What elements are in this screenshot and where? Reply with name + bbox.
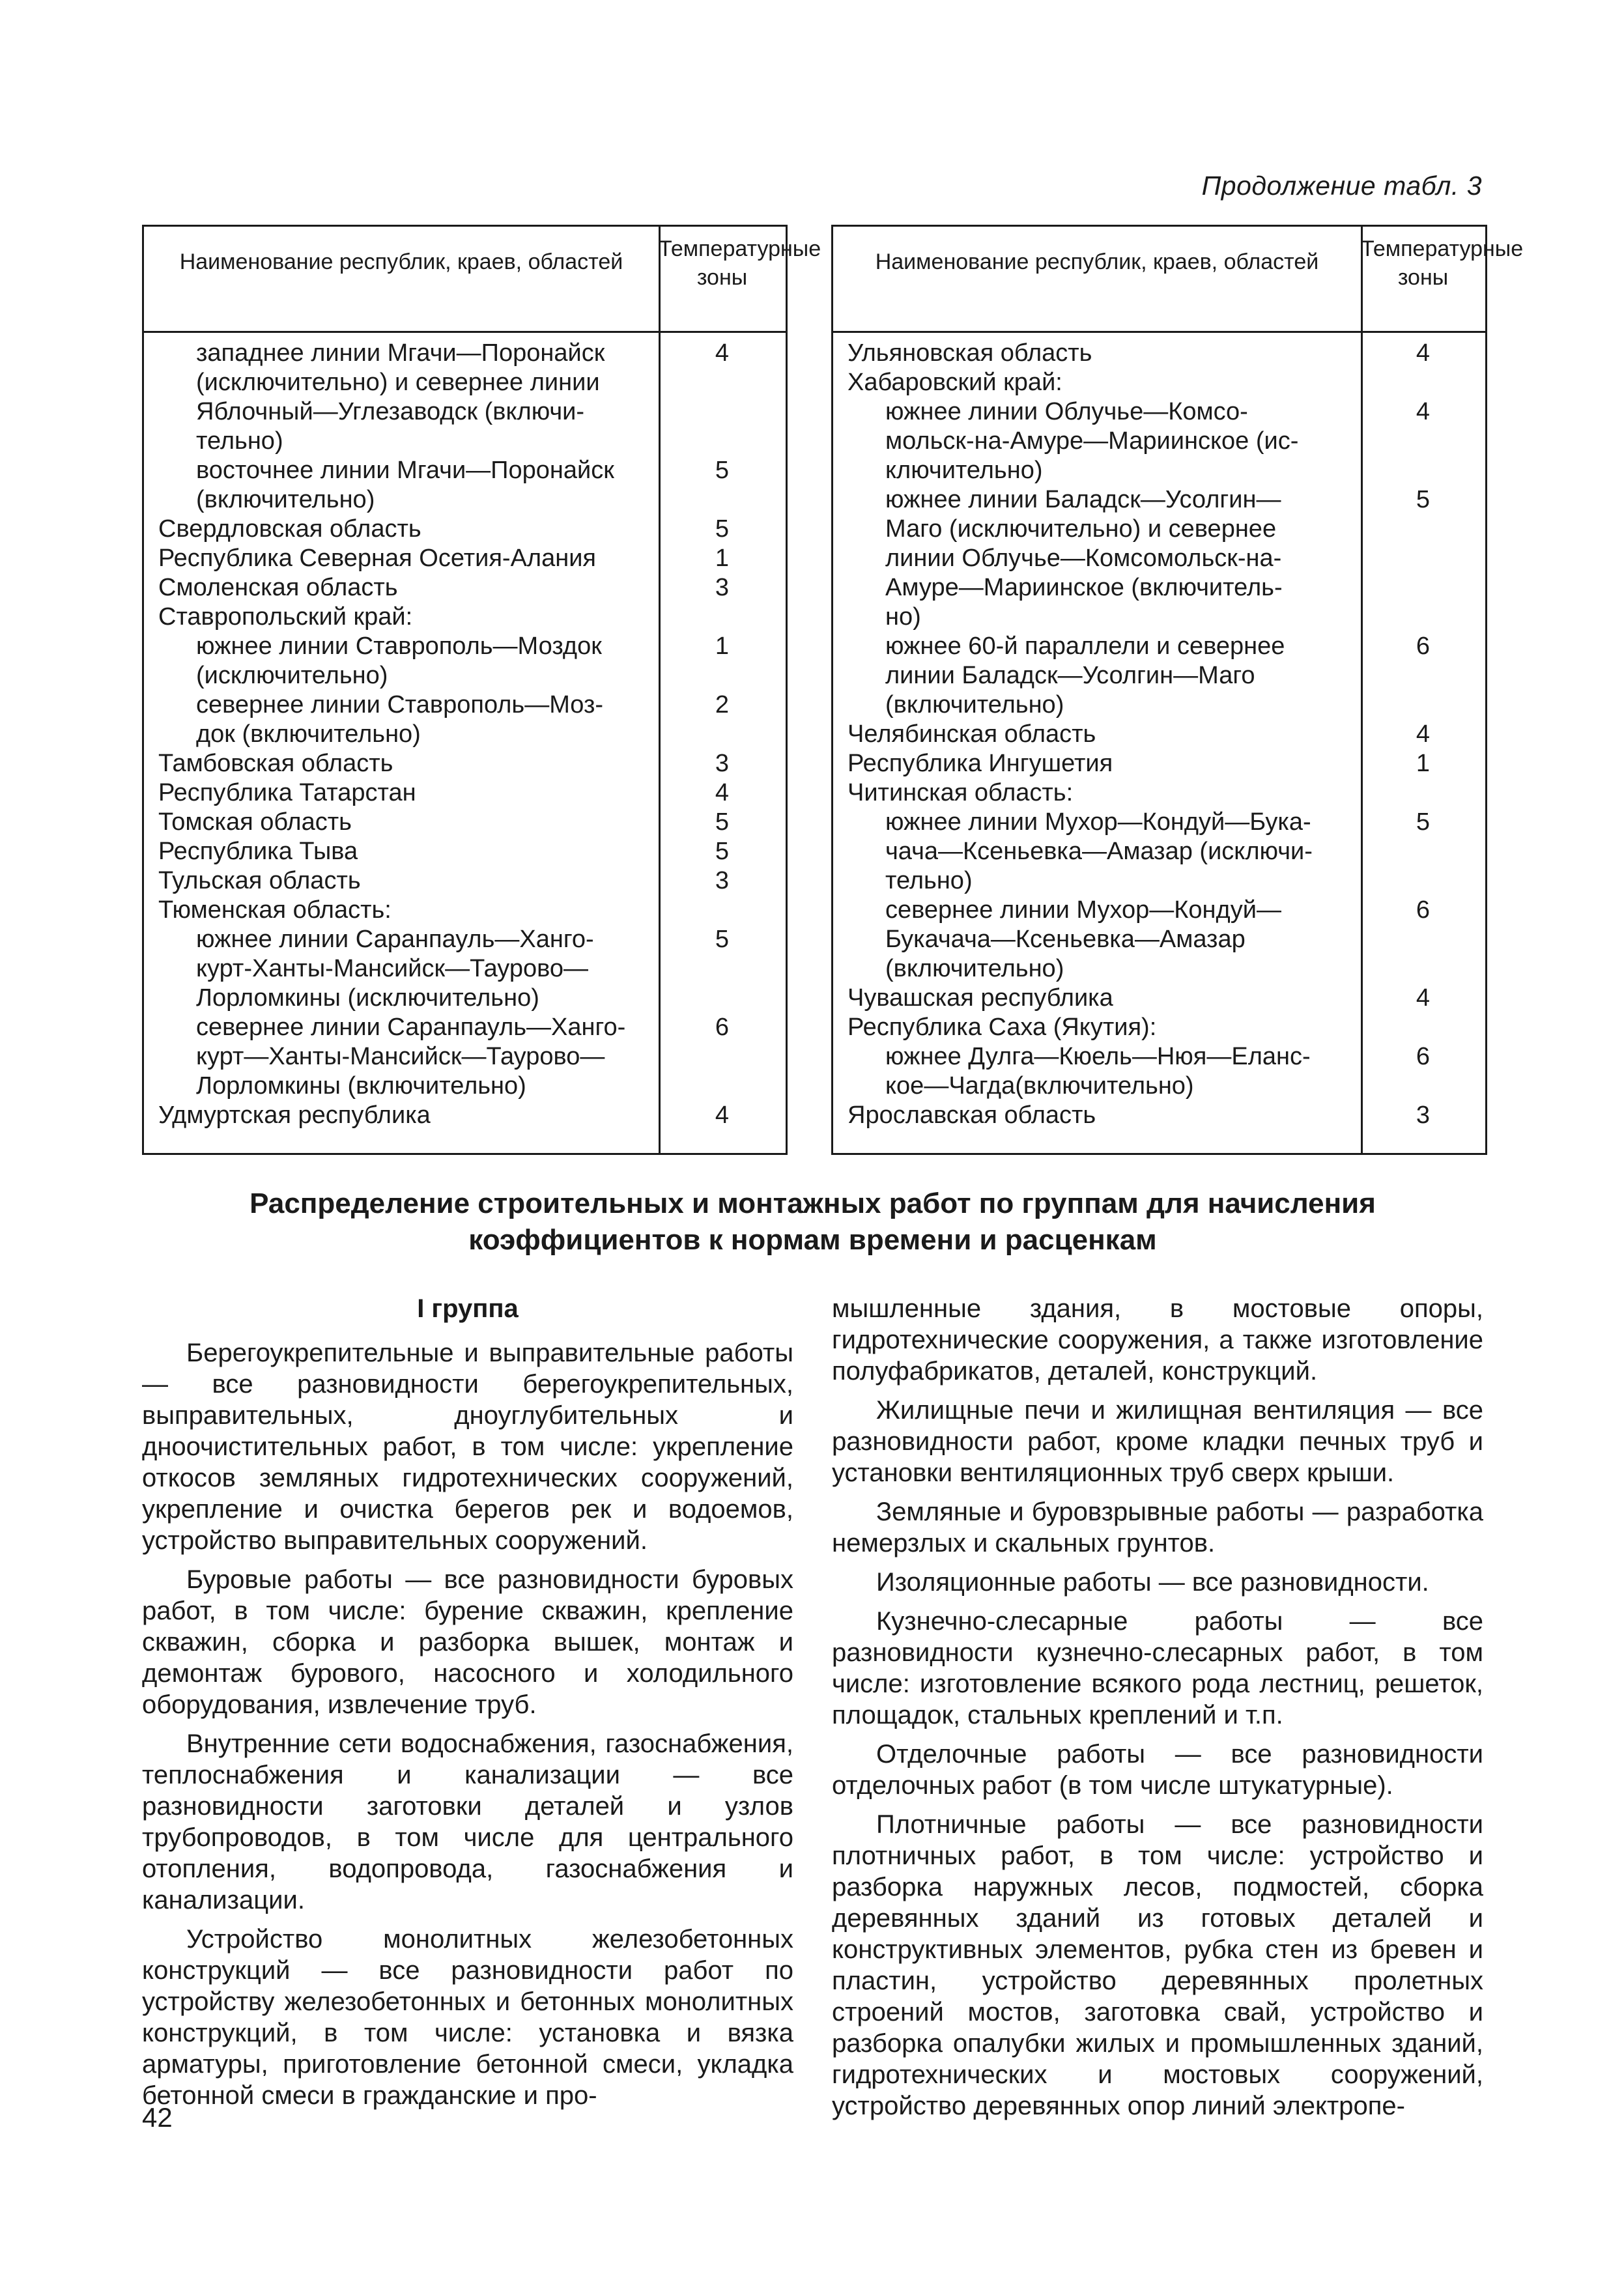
paragraph: Кузнечно-слесарные работы — все разновидности кузнечно-слесарных работ, в том числе: изготовление всякого рода лестниц, решеток, площадок, стальных креплений и т.п. — [832, 1607, 1483, 1729]
region-name-line: линии Облучье—Комсомольск-на- — [885, 545, 1282, 572]
region-name — [833, 778, 1485, 808]
zone-value: 3 — [715, 867, 730, 894]
header-name: Наименование республик, краев, областей — [875, 249, 1319, 274]
zone-value: 3 — [715, 750, 730, 777]
table-body-right — [833, 339, 1485, 1130]
region-name-line: южнее линии Ставрополь—Моздок — [196, 633, 602, 660]
table-row — [833, 778, 1485, 808]
group-heading: I группа — [417, 1294, 519, 1323]
zone-value: 5 — [715, 457, 730, 484]
region-name-line: мольск-на-Амуре—Мариинское (ис- — [885, 427, 1299, 455]
paragraph: Жилищные печи и жилищная вентиляция — все разновидности работ, кроме кладки печных труб и установки вентиляционных труб сверх крыши. — [832, 1396, 1483, 1487]
paragraph: мышленные здания, в мостовые опоры, гидротехнические сооружения, а также изготовление полуфабрикатов, деталей, конструкций. — [832, 1294, 1483, 1386]
zone-value: 4 — [1416, 720, 1431, 748]
table-row — [144, 896, 786, 925]
table-row — [144, 808, 786, 837]
region-name-line: Удмуртская республика — [158, 1102, 431, 1129]
table-row — [144, 515, 786, 544]
table-row — [144, 925, 786, 1013]
table-row — [144, 690, 786, 749]
zone-value: 4 — [1416, 339, 1431, 367]
region-name-line: Лорломкины (включительно) — [196, 1072, 526, 1100]
table-row — [144, 544, 786, 573]
region-name-line: Хабаровский край: — [848, 369, 1062, 396]
zone-value: 4 — [715, 1102, 730, 1129]
zone-value: 5 — [1416, 486, 1431, 513]
text-column-left — [142, 1293, 793, 2119]
zone-value: 1 — [715, 545, 730, 572]
table-caption: Продолжение табл. 3 — [1201, 171, 1482, 201]
table-row — [144, 632, 786, 690]
region-name-line: севернее линии Ставрополь—Моз- — [196, 691, 604, 718]
region-name — [144, 896, 786, 925]
region-name-line: (исключительно) — [196, 662, 388, 689]
table-row — [833, 808, 1485, 896]
region-name-line: тельно) — [885, 867, 973, 894]
table-row — [833, 632, 1485, 720]
region-name-line: Чувашская республика — [848, 984, 1113, 1012]
zone-value: 4 — [715, 339, 730, 367]
table-row — [833, 1013, 1485, 1042]
region-name-line: Томская область — [158, 808, 352, 836]
region-name-line: Яблочный—Углезаводск (включи- — [196, 398, 585, 425]
table-row — [144, 837, 786, 866]
region-name-line: док (включительно) — [196, 720, 421, 748]
region-name-line: Лорломкины (исключительно) — [196, 984, 539, 1012]
paragraph: Земляные и буровзрывные работы — разработка немерзлых и скальных грунтов. — [832, 1498, 1483, 1557]
region-name-line: Республика Саха (Якутия): — [848, 1014, 1157, 1041]
table-row — [144, 1013, 786, 1101]
region-name-line: Ярославская область — [848, 1102, 1096, 1129]
region-name-line: западнее линии Мгачи—Поронайск — [196, 339, 605, 367]
zone-value: 1 — [715, 633, 730, 660]
zones-table-right — [831, 225, 1524, 1155]
region-name-line: чача—Ксеньевка—Амазар (исключи- — [885, 838, 1313, 865]
region-name-line: восточнее линии Мгачи—Поронайск — [196, 457, 614, 484]
region-name-line: тельно) — [196, 427, 283, 455]
region-name-line: Республика Татарстан — [158, 779, 416, 806]
region-name-line: Смоленская область — [158, 574, 398, 601]
zone-value: 6 — [715, 1014, 730, 1041]
table-row — [833, 397, 1485, 485]
paragraph: Внутренние сети водоснабжения, газоснабжения, теплоснабжения и канализации — все разновидности заготовки деталей и узлов трубопроводов, в том числе для центрального отопления, водопровода, газоснабжения и канализации. — [142, 1729, 793, 1914]
table-row — [833, 749, 1485, 778]
zone-value: 6 — [1416, 633, 1431, 660]
table-row — [144, 603, 786, 632]
table-row — [833, 1101, 1485, 1130]
region-name — [833, 1013, 1485, 1042]
header-zone: Температурные зоны — [1361, 236, 1524, 290]
header-zone: Температурные зоны — [659, 236, 821, 290]
zone-value: 5 — [715, 926, 730, 953]
table-row — [144, 778, 786, 808]
table-row — [144, 339, 786, 456]
zone-value: 1 — [1416, 750, 1431, 777]
region-name-line: курт-Ханты-Мансийск—Таурово— — [196, 955, 589, 982]
region-name-line: Букачача—Ксеньевка—Амазар — [885, 926, 1246, 953]
table-row — [833, 485, 1485, 632]
table-row — [833, 368, 1485, 397]
table-row — [833, 1042, 1485, 1101]
region-name-line: (включительно) — [196, 486, 375, 513]
region-name-line: Маго (исключительно) и севернее — [885, 515, 1277, 543]
region-name-line: Челябинская область — [848, 720, 1096, 748]
table-row — [144, 749, 786, 778]
zones-table-left — [142, 225, 821, 1155]
region-name-line: южнее 60-й параллели и севернее — [885, 633, 1285, 660]
region-name-line: Республика Тыва — [158, 838, 358, 865]
paragraph: Буровые работы — все разновидности буровых работ, в том числе: бурение скважин, крепление скважин, сборка и разборка вышек, монтаж и демонтаж бурового, насосного и холодильного оборудования, извлечение труб. — [142, 1565, 793, 1719]
paragraph: Плотничные работы — все разновидности плотничных работ, в том числе: устройство и разборка наружных лесов, подмостей, сборка деревянных зданий из готовых деталей и конструктивных элементов, рубка стен из бревен и пластин, устройство деревянных пролетных строений мостов, заготовка свай, устройство и разборка опалубки жилых и промышленных зданий, гидротехнических и мостовых сооружений, устройство деревянных опор линий электропе- — [832, 1810, 1483, 2120]
region-name-line: южнее линии Баладск—Усолгин— — [885, 486, 1281, 513]
region-name-line: Свердловская область — [158, 515, 421, 543]
table-row — [144, 866, 786, 896]
region-name-line: Амуре—Мариинское (включитель- — [885, 574, 1283, 601]
page-number: 42 — [142, 2102, 173, 2133]
region-name-line: севернее линии Саранпауль—Ханго- — [196, 1014, 626, 1041]
region-name-line: южнее линии Мухор—Кондуй—Бука- — [885, 808, 1311, 836]
table-row — [833, 339, 1485, 368]
region-name-line: (включительно) — [885, 691, 1064, 718]
table-row — [144, 1101, 786, 1130]
zone-value: 4 — [1416, 398, 1431, 425]
zone-value: 3 — [1416, 1102, 1431, 1129]
table-row — [144, 456, 786, 515]
region-name-line: севернее линии Мухор—Кондуй— — [885, 896, 1281, 924]
region-name-line: но) — [885, 603, 921, 631]
region-name-line: Ставропольский край: — [158, 603, 413, 631]
region-name-line: южнее Дулга—Кюель—Нюя—Еланс- — [885, 1043, 1311, 1070]
zone-value: 3 — [715, 574, 730, 601]
table-body-left — [144, 339, 786, 1130]
paragraph: Устройство монолитных железобетонных конструкций — все разновидности работ по устройству железобетонных и бетонных монолитных конструкций, в том числе: установка и вязка арматуры, приготовление бетонной смеси, укладка бетонной смеси в гражданские и про- — [142, 1925, 793, 2110]
region-name-line: курт—Ханты-Мансийск—Таурово— — [196, 1043, 605, 1070]
region-name — [833, 368, 1485, 397]
zone-value: 5 — [1416, 808, 1431, 836]
region-name-line: Республика Ингушетия — [848, 750, 1113, 777]
text-column-right — [832, 1293, 1483, 2129]
region-name-line: (включительно) — [885, 955, 1064, 982]
zone-value: 5 — [715, 808, 730, 836]
zone-value: 2 — [715, 691, 730, 718]
table-row — [833, 984, 1485, 1013]
region-name-line: Тамбовская область — [158, 750, 393, 777]
region-name-line: южнее линии Облучье—Комсо- — [885, 398, 1248, 425]
region-name-line: южнее линии Саранпауль—Ханго- — [196, 926, 594, 953]
zone-value: 6 — [1416, 896, 1431, 924]
region-name-line: Ульяновская область — [848, 339, 1092, 367]
section-title: Распределение строительных и монтажных работ по группам для начисления коэффициентов к нормам времени и расценкам — [249, 1187, 1376, 1256]
zone-value: 4 — [715, 779, 730, 806]
header-name: Наименование республик, краев, областей — [179, 249, 623, 274]
paragraph: Изоляционные работы — все разновидности. — [876, 1568, 1429, 1597]
region-name-line: Тульская область — [158, 867, 361, 894]
zone-value: 6 — [1416, 1043, 1431, 1070]
region-name-line: (исключительно) и севернее линии — [196, 369, 600, 396]
region-name-line: ключительно) — [885, 457, 1043, 484]
region-name-line: кое—Чагда(включительно) — [885, 1072, 1194, 1100]
zone-value: 5 — [715, 838, 730, 865]
region-name-line: Читинская область: — [848, 779, 1074, 806]
table-row — [833, 720, 1485, 749]
table-row — [833, 896, 1485, 984]
table-row — [144, 573, 786, 603]
zone-value: 4 — [1416, 984, 1431, 1012]
region-name-line: Республика Северная Осетия-Алания — [158, 545, 597, 572]
region-name-line: Тюменская область: — [158, 896, 392, 924]
region-name — [144, 603, 786, 632]
region-name-line: линии Баладск—Усолгин—Маго — [885, 662, 1255, 689]
paragraph: Берегоукрепительные и выправительные работы — все разновидности берегоукрепительных, выправительных, дноуглубительных и дноочистительных работ, в том числе: укрепление откосов земляных гидротехнических сооружений, укрепление и очистка берегов рек и водоемов, устройство выправительных сооружений. — [142, 1339, 793, 1555]
paragraph: Отделочные работы — все разновидности отделочных работ (в том числе штукатурные). — [832, 1740, 1483, 1800]
zone-value: 5 — [715, 515, 730, 543]
